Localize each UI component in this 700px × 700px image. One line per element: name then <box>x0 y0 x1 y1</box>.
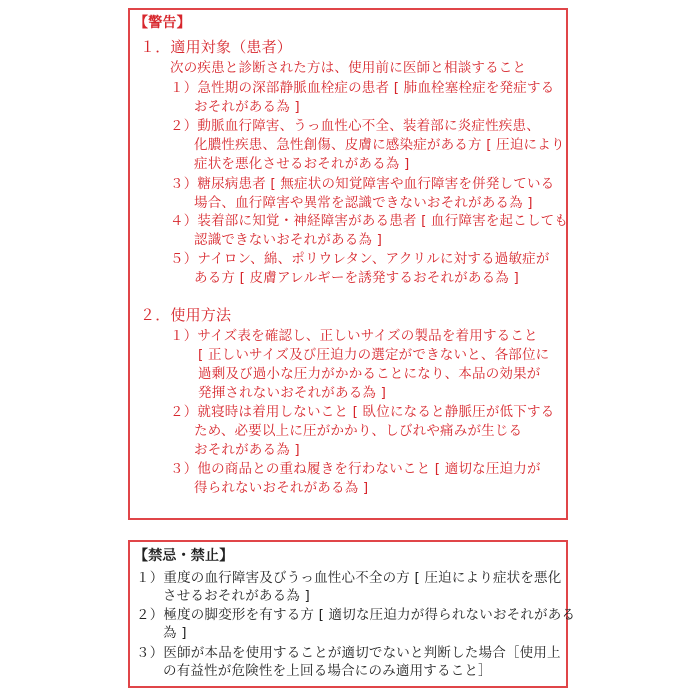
section1-intro: 次の疾患と診断された方は、使用前に医師と相談すること <box>170 60 527 76</box>
section1-item5-line1: ５）ナイロン、綿、ポリウレタン、アクリルに対する過敏症が <box>170 251 550 267</box>
section2-item3-line2: 得られないおそれがある為 ] <box>194 480 369 496</box>
section2-title: ２．使用方法 <box>140 306 232 324</box>
prohibition-item1-line2: させるおそれがある為 ] <box>163 588 310 604</box>
section2-item1-line1: １）サイズ表を確認し、正しいサイズの製品を着用すること <box>170 328 538 344</box>
section1-item5-line2: ある方 [ 皮膚アレルギーを誘発するおそれがある為 ] <box>194 270 519 286</box>
section2-item3-line1: ３）他の商品との重ね履きを行わないこと [ 適切な圧迫力が <box>170 461 541 477</box>
prohibition-item2-line2: 為 ] <box>163 625 187 641</box>
section1-item4-line2: 認識できないおそれがある為 ] <box>194 232 383 248</box>
prohibition-item1-line1: １）重度の血行障害及びうっ血性心不全の方 [ 圧迫により症状を悪化 <box>136 570 562 586</box>
prohibition-heading: 【禁忌・禁止】 <box>134 548 234 564</box>
section2-item2-line2: ため、必要以上に圧がかかり、しびれや痛みが生じる <box>194 423 523 439</box>
section2-item1-line3: 過剰及び過小な圧力がかかることになり、本品の効果が <box>198 366 541 382</box>
section1-item1-line1: １）急性期の深部静脈血栓症の患者 [ 肺血栓塞栓症を発症する <box>170 80 555 96</box>
section2-item1-line2: [ 正しいサイズ及び圧迫力の選定ができないと、各部位に <box>198 347 550 363</box>
prohibition-item3-line2: の有益性が危険性を上回る場合にのみ適用すること］ <box>163 663 492 679</box>
section1-title: １．適用対象（患者） <box>140 38 293 56</box>
section2-item2-line3: おそれがある為 ] <box>194 442 300 458</box>
section1-item4-line1: ４）装着部に知覚・神経障害がある患者 [ 血行障害を起こしても <box>170 213 569 229</box>
section2-item1-line4: 発揮されないおそれがある為 ] <box>198 385 387 401</box>
warning-heading: 【警告】 <box>134 15 191 31</box>
section1-item3-line2: 場合、血行障害や異常を認識できないおそれがある為 ] <box>194 195 533 211</box>
prohibition-item3-line1: ３）医師が本品を使用することが適切でないと判断した場合［使用上 <box>136 645 561 661</box>
section1-item2-line1: ２）動脈血行障害、うっ血性心不全、装着部に炎症性疾患、 <box>170 118 540 134</box>
section2-item2-line1: ２）就寝時は着用しないこと [ 臥位になると静脈圧が低下する <box>170 404 555 420</box>
section1-item3-line1: ３）糖尿病患者 [ 無症状の知覚障害や血行障害を併発している <box>170 176 555 192</box>
prohibition-item2-line1: ２）極度の脚変形を有する方 [ 適切な圧迫力が得られないおそれがある <box>136 607 576 623</box>
section1-item2-line3: 症状を悪化させるおそれがある為 ] <box>194 156 410 172</box>
section1-item2-line2: 化膿性疾患、急性創傷、皮膚に感染症がある方 [ 圧迫により <box>194 137 565 153</box>
section1-item1-line2: おそれがある為 ] <box>194 99 300 115</box>
